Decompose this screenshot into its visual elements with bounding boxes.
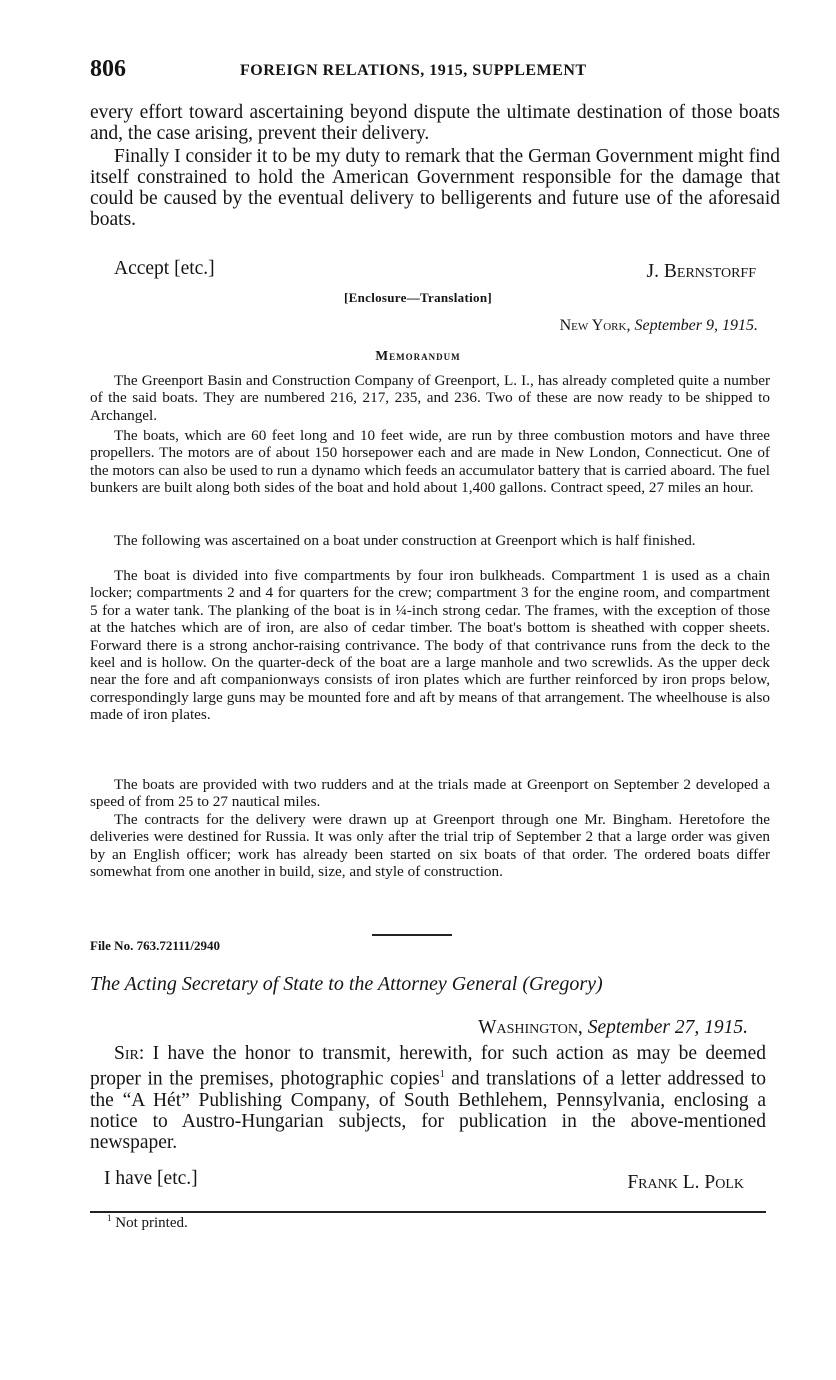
enclosure-label: [Enclosure—Translation] bbox=[344, 290, 492, 305]
page-header bbox=[90, 56, 780, 86]
document-place: Washington, bbox=[478, 1017, 583, 1038]
enclosure-dateline bbox=[560, 317, 758, 335]
letter-signature: J. Bernstorff bbox=[646, 261, 756, 282]
running-title: FOREIGN RELATIONS, 1915, SUPPLEMENT bbox=[240, 62, 587, 79]
memo-paragraph-3: The following was ascertained on a boat under construction at Greenport which is half finished. bbox=[114, 532, 696, 549]
footnote bbox=[107, 1213, 188, 1232]
letter-closing: Accept [etc.] bbox=[114, 258, 215, 279]
document-closing: I have [etc.] bbox=[104, 1168, 198, 1189]
document-dateline bbox=[478, 1017, 748, 1039]
memorandum-heading: Memorandum bbox=[375, 348, 461, 363]
footnote-marker: 1 bbox=[107, 1213, 112, 1223]
footnote-text: Not printed. bbox=[115, 1215, 188, 1231]
letter-continuation: every effort toward ascertaining beyond dispute the ultimate destination of those boats and, the case arising, prevent their delivery. bbox=[90, 102, 780, 144]
footnote-rule bbox=[90, 1211, 766, 1213]
document-title bbox=[90, 973, 603, 996]
salutation: Sir: bbox=[114, 1043, 145, 1064]
section-divider bbox=[372, 934, 452, 936]
document-body bbox=[90, 1043, 766, 1153]
document-signature: Frank L. Polk bbox=[627, 1172, 744, 1193]
memo-paragraph-1: The Greenport Basin and Construction Company of Greenport, L. I., has already completed quite a number of the said boats. They are numbered 216, 217, 235, and 236. Two of these are now ready to be shipped to Archangel. bbox=[90, 372, 770, 424]
file-number: File No. 763.72111/2940 bbox=[90, 938, 220, 953]
memo-paragraph-6: The contracts for the delivery were drawn up at Greenport through one Mr. Bingham. Heretofore the deliveries were destined for Russia. It was only after the trial trip of September 2 that a large order was given by an English officer; work has already been started on six boats of that order. The ordered boats differ somewhat from one another in build, size, and style of construction. bbox=[90, 811, 770, 881]
memo-paragraph-2: The boats, which are 60 feet long and 10 feet wide, are run by three combustion motors and have three propellers. The motors are of about 150 horsepower each and are made in New London, Connecticut. One of the motors can also be used to run a dynamo which feeds an accumulator battery that is carried aboard. The fuel bunkers are built along both sides of the boat and hold about 1,400 gallons. Contract speed, 27 miles an hour. bbox=[90, 427, 770, 497]
memo-paragraph-5: The boats are provided with two rudders and at the trials made at Greenport on September 2 developed a speed of from 25 to 27 nautical miles. bbox=[90, 776, 770, 811]
document-body-part1: I have the honor to transmit, herewith, for such action as may be deemed proper in the premises, photographic copies bbox=[90, 1043, 767, 1090]
document-date: September 27, 1915. bbox=[587, 1017, 748, 1038]
footnote-reference: 1 bbox=[439, 1069, 445, 1080]
enclosure-place: New York, bbox=[559, 317, 631, 334]
page-number: 806 bbox=[90, 56, 126, 82]
document-title-main: The Acting Secretary of State to the Attorney General bbox=[90, 973, 518, 995]
memo-paragraph-4: The boat is divided into five compartments by four iron bulkheads. Compartment 1 is used as a chain locker; compartments 2 and 4 for quarters for the crew; compartment 3 for the engine room, and compartment 5 for a water tank. The planking of the boat is in ¼-inch strong cedar. The frames, with the exception of those at the hatches which are of iron, are also of cedar timber. The boat's bottom is sheathed with copper sheets. Forward there is a strong anchor-raising contrivance. The body of that contrivance runs from the deck to the keel and is hollow. On the quarter-deck of the boat are a large manhole and two screwlids. As the upper deck near the fore and aft companionways consists of iron plates which are further reinforced by iron props below, correspondingly large guns may be mounted fore and aft by means of that arrangement. The wheelhouse is also made of iron plates. bbox=[90, 567, 770, 724]
document-body-part2: and translations of a letter addressed to the “A Hét” Publishing Company, of South Bethlehem, Pennsylvania, enclosing a notice to Austro-Hungarian subjects, for publication in the above-mentioned newspaper. bbox=[90, 1068, 767, 1153]
document-title-name: (Gregory) bbox=[522, 973, 603, 995]
enclosure-date: September 9, 1915. bbox=[634, 317, 758, 334]
letter-paragraph: Finally I consider it to be my duty to remark that the German Government might find itself constrained to hold the American Government responsible for the damage that could be caused by the eventual delivery to belligerents and future use of the aforesaid boats. bbox=[90, 146, 780, 230]
